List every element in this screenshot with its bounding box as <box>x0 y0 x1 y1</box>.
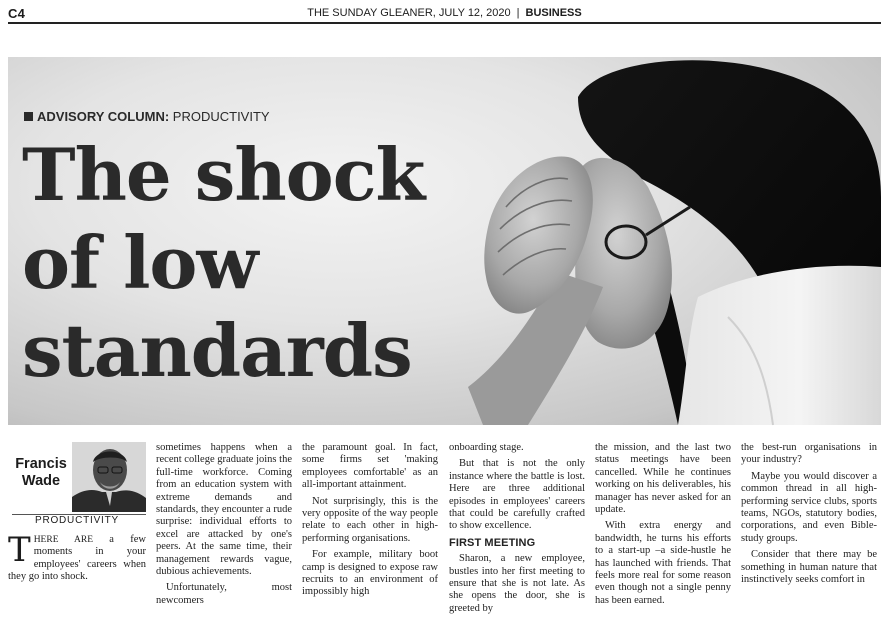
header-separator: | <box>516 7 520 19</box>
article-column-4 <box>449 442 585 619</box>
lede-caps: HERE ARE <box>33 535 94 545</box>
hero-banner <box>8 57 881 425</box>
headline-line: of low <box>22 220 258 305</box>
kicker-topic: PRODUCTIVITY <box>172 109 270 124</box>
paragraph: Unfortunately, most newcomers <box>156 582 292 606</box>
paragraph: But that is not the only instance where the battle is lost. Here are three additional episodes in employees' careers that could be carefully crafted to show excellence. <box>449 458 585 532</box>
paragraph: the mission, and the last two status meetings have been cancelled. While he continues working on his deliverables, his manager has never asked for an update. <box>595 442 731 516</box>
section-name: BUSINESS <box>525 7 582 19</box>
paper-date: THE SUNDAY GLEANER, JULY 12, 2020 <box>307 7 511 19</box>
drop-cap: T <box>8 530 31 570</box>
paragraph: Not surprisingly, this is the very opposite of the way people relate to each other in high-performing organisations. <box>302 495 438 544</box>
kicker-label: ADVISORY COLUMN: <box>37 109 170 124</box>
hero-photo <box>428 57 881 425</box>
column-kicker <box>24 109 270 124</box>
masthead-line <box>8 7 881 19</box>
paragraph: Consider that there may be something in human nature that instinctively seeks comfort in <box>741 549 877 586</box>
paragraph: the best-run organisations in your industry? <box>741 442 877 466</box>
paragraph: Maybe you would discover a common thread in all high-performing service clubs, sports teams, NGOs, statutory bodies, corporations, and even Bible-study groups. <box>741 470 877 544</box>
headline-line: standards <box>22 308 412 393</box>
article-column-6 <box>741 442 877 590</box>
lede-paragraph <box>8 530 146 584</box>
kicker-square-icon <box>24 112 33 121</box>
author-last-name: Wade <box>21 473 61 489</box>
paragraph: Sharon, a new employee, bustles into her first meeting to ensure that she is not late. As she opens the door, she is greeted by <box>449 553 585 614</box>
headline <box>22 131 424 395</box>
paragraph: the paramount goal. In fact, some firms set 'making employees comfortable' as an all-important attainment. <box>302 442 438 491</box>
article-column-3 <box>302 442 438 603</box>
article-column-2 <box>156 442 292 611</box>
header-rule <box>8 22 881 24</box>
author-first-name: Francis <box>15 456 67 472</box>
lede-text: a few moments in your employees' careers when they go into shock. <box>8 534 146 583</box>
paragraph: For example, military boot camp is designed to expose raw recruits to an environment of impossibly high <box>302 549 438 598</box>
byline-label: PRODUCTIVITY <box>34 515 120 526</box>
author-photo <box>72 442 146 512</box>
paragraph: With extra energy and bandwidth, he turns his efforts to a start-up –a side-hustle he has launched with friends. That feels more real for some reason even though not a single penny has been earned. <box>595 520 731 606</box>
page-number: C4 <box>8 6 26 21</box>
headline-line: The shock <box>22 132 425 217</box>
subheading-first-meeting: FIRST MEETING <box>449 536 536 549</box>
author-name <box>12 456 70 490</box>
page-header <box>8 6 881 22</box>
paragraph: onboarding stage. <box>449 442 524 453</box>
paragraph: sometimes happens when a recent college graduate joins the full-time workforce. Coming from an education system with extreme demands and standards, they encounter a rude surprise: individual efforts to excel are attacked by one's peers. At the same time, their management rewards vague, dubious achievements. <box>156 442 292 578</box>
article-column-5 <box>595 442 731 611</box>
